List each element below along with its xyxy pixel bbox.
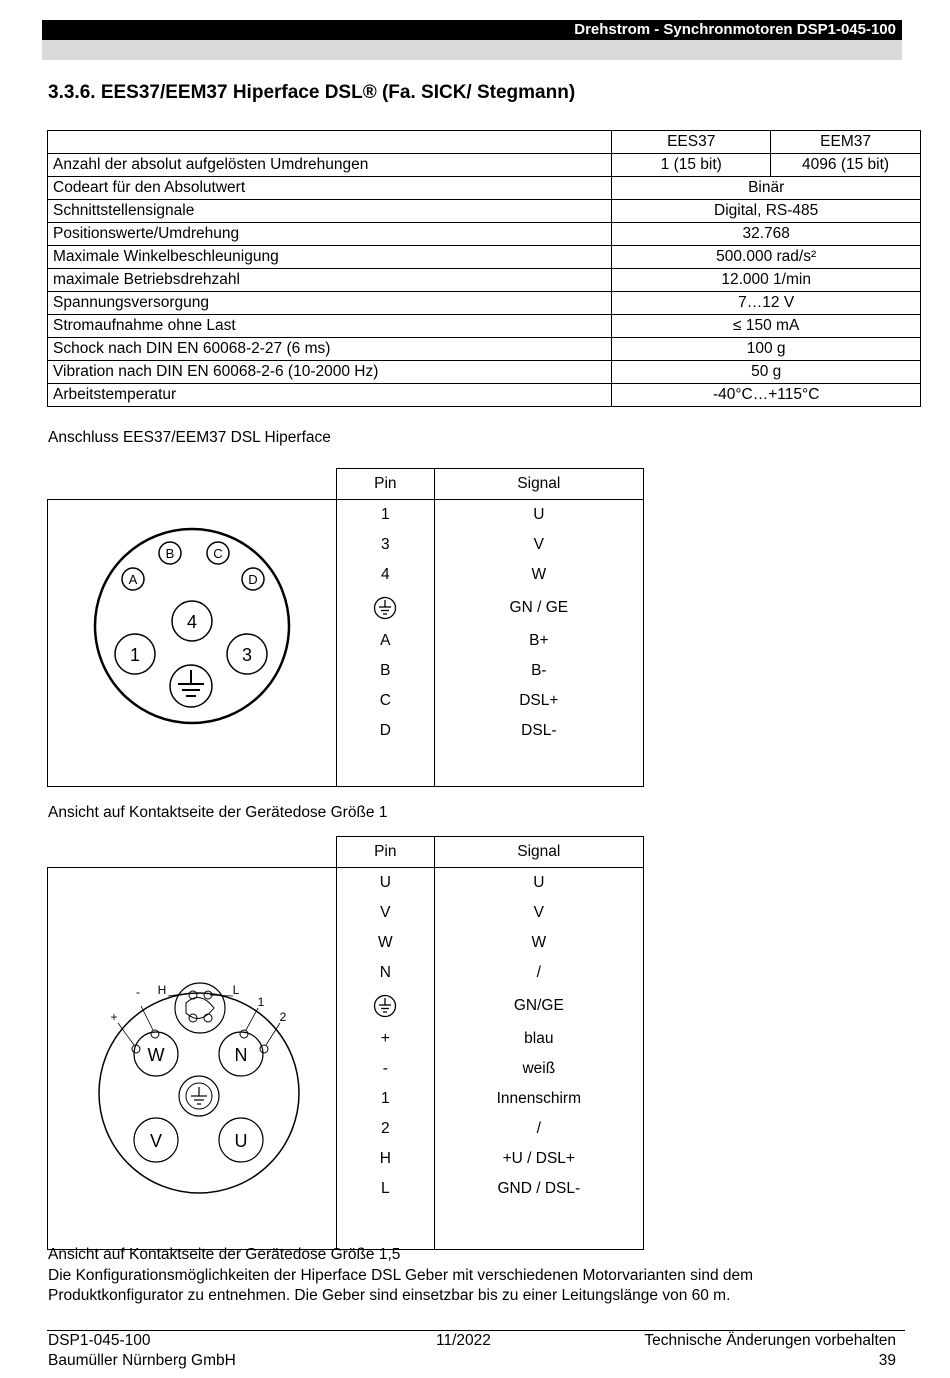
signal-header: Signal xyxy=(434,469,643,500)
pin-cell: H xyxy=(379,1150,391,1167)
pin-b-label: B xyxy=(165,546,175,561)
pin-cell: 4 xyxy=(381,566,390,583)
pin-cell-ground xyxy=(337,590,434,626)
ground-icon xyxy=(373,994,397,1018)
pin-v-label: V xyxy=(149,1131,163,1151)
pin-cell: 1 xyxy=(380,1090,390,1107)
pin-table-1 xyxy=(47,468,644,787)
pin-header: Pin xyxy=(336,837,434,868)
signal-cell: weiß xyxy=(522,1060,556,1077)
header-divider xyxy=(42,40,902,60)
pin-cell: U xyxy=(379,874,391,891)
signal-cell: DSL- xyxy=(521,722,557,739)
signal-cell: / xyxy=(536,964,541,981)
spec-row xyxy=(48,338,921,361)
contact-1 xyxy=(240,1030,248,1038)
label-h: H xyxy=(157,983,167,997)
pin-cell: D xyxy=(379,722,391,739)
ground-icon xyxy=(373,596,397,620)
pin-cell: L xyxy=(380,1180,390,1197)
pin-header: Pin xyxy=(336,469,434,500)
signal-cell: B+ xyxy=(529,632,549,649)
spec-label: Stromaufnahme ohne Last xyxy=(48,315,612,338)
spec-row xyxy=(48,384,921,407)
spec-value: Binär xyxy=(612,177,921,200)
pin-cell: 1 xyxy=(381,506,390,523)
pin-cell: 3 xyxy=(381,536,390,553)
connector-size15-diagram xyxy=(48,868,335,1244)
signal-cell: GN/GE xyxy=(513,997,564,1014)
label-one: 1 xyxy=(257,995,265,1009)
signal-cell: Innenschirm xyxy=(496,1090,582,1107)
pin-table-2 xyxy=(47,836,644,1250)
spec-row xyxy=(48,200,921,223)
footer-doc-id: DSP1-045-100 xyxy=(48,1332,151,1349)
signal-cell: GN / GE xyxy=(509,599,569,616)
pin-cell: N xyxy=(379,964,391,981)
pin-cell: A xyxy=(380,632,391,649)
pin-column xyxy=(336,500,434,787)
caption-connector1: Anschluss EES37/EEM37 DSL Hiperface xyxy=(48,429,331,446)
footer-disclaimer: Technische Änderungen vorbehalten xyxy=(644,1332,896,1349)
pin-column xyxy=(336,868,434,1250)
spec-value: ≤ 150 mA xyxy=(612,315,921,338)
caption-size1: Ansicht auf Kontaktseite der Gerätedose Größe 1 xyxy=(48,804,388,821)
pin-table-header xyxy=(48,469,644,500)
signal-cell: +U / DSL+ xyxy=(502,1150,575,1167)
ground-contact-icon xyxy=(170,665,212,707)
signal-header: Signal xyxy=(434,837,643,868)
connector-diagram-cell xyxy=(48,868,337,1250)
spec-value: Digital, RS-485 xyxy=(612,200,921,223)
pin-cell: - xyxy=(382,1060,388,1077)
section-title: 3.3.6. EES37/EEM37 Hiperface DSL® (Fa. SICK/ Stegmann) xyxy=(48,82,576,103)
spec-value: 500.000 rad/s² xyxy=(612,246,921,269)
spec-label: Anzahl der absolut aufgelösten Umdrehungen xyxy=(48,154,612,177)
spec-label: Positionswerte/Umdrehung xyxy=(48,223,612,246)
footer-page-number: 39 xyxy=(878,1352,896,1369)
pin-1-label: 1 xyxy=(129,645,141,665)
pin-a-label: A xyxy=(128,572,138,587)
pin-3-label: 3 xyxy=(241,645,253,665)
spec-table xyxy=(47,130,921,407)
label-two: 2 xyxy=(279,1010,287,1024)
spec-label: Maximale Winkelbeschleunigung xyxy=(48,246,612,269)
note-line-2: Produktkonfigurator zu entnehmen. Die Geber sind einsetzbar bis zu einer Leitungslänge von 60 m. xyxy=(48,1287,731,1304)
pin-n-label: N xyxy=(234,1045,248,1065)
spec-col-ees37: EES37 xyxy=(612,131,771,154)
header-bar xyxy=(42,20,902,40)
spec-row xyxy=(48,177,921,200)
pin-c-label: C xyxy=(213,546,223,561)
label-plus: + xyxy=(110,1010,118,1024)
spec-value: 12.000 1/min xyxy=(612,269,921,292)
header-title: Drehstrom - Synchronmotoren DSP1-045-100 xyxy=(574,21,896,38)
connector-diagram-cell xyxy=(48,500,337,787)
signal-cell: blau xyxy=(524,1030,554,1047)
signal-cell: U xyxy=(533,506,545,523)
contact-minus xyxy=(151,1030,159,1038)
pin-4-label: 4 xyxy=(186,612,198,632)
spec-value: -40°C…+115°C xyxy=(612,384,921,407)
footer-date: 11/2022 xyxy=(436,1332,491,1349)
signal-column xyxy=(434,868,643,1250)
signal-cell: V xyxy=(533,536,544,553)
signal-cell: / xyxy=(536,1120,541,1137)
signal-cell: W xyxy=(531,934,547,951)
spec-row xyxy=(48,361,921,384)
spec-value-ees37: 1 (15 bit) xyxy=(612,154,771,177)
spec-label: Codeart für den Absolutwert xyxy=(48,177,612,200)
spec-label: Arbeitstemperatur xyxy=(48,384,612,407)
footer-company: Baumüller Nürnberg GmbH xyxy=(48,1352,236,1369)
spec-row xyxy=(48,315,921,338)
pin-table-header xyxy=(48,837,644,868)
footer-divider xyxy=(47,1330,905,1331)
spec-value: 32.768 xyxy=(612,223,921,246)
pin-cell: + xyxy=(380,1030,390,1047)
spec-row xyxy=(48,292,921,315)
spec-row xyxy=(48,246,921,269)
pin-cell: 2 xyxy=(380,1120,390,1137)
signal-cell: B- xyxy=(531,662,547,679)
signal-cell: DSL+ xyxy=(519,692,559,709)
spec-header-row xyxy=(48,131,921,154)
spec-row xyxy=(48,269,921,292)
spec-label: Vibration nach DIN EN 60068-2-6 (10-2000 Hz) xyxy=(48,361,612,384)
pin-table-body xyxy=(48,500,644,787)
signal-cell: GND / DSL- xyxy=(497,1180,581,1197)
signal-cell: U xyxy=(533,874,545,891)
spec-row xyxy=(48,154,921,177)
pin-cell-ground xyxy=(337,988,434,1024)
label-l: L xyxy=(232,983,240,997)
spec-col-eem37: EEM37 xyxy=(771,131,921,154)
pin-cell: C xyxy=(379,692,391,709)
spec-label: maximale Betriebsdrehzahl xyxy=(48,269,612,292)
pin-table-body xyxy=(48,868,644,1250)
signal-cell: V xyxy=(533,904,544,921)
pin-cell: B xyxy=(380,662,391,679)
pin-d-label: D xyxy=(248,572,258,587)
signal-column xyxy=(434,500,643,787)
label-minus: - xyxy=(136,985,140,999)
spec-value: 7…12 V xyxy=(612,292,921,315)
pin-cell: W xyxy=(377,934,393,951)
pin-w-label: W xyxy=(147,1045,165,1065)
spec-label: Schock nach DIN EN 60068-2-27 (6 ms) xyxy=(48,338,612,361)
signal-insert-icon xyxy=(175,983,225,1033)
spec-label: Schnittstellensignale xyxy=(48,200,612,223)
spec-value-eem37: 4096 (15 bit) xyxy=(771,154,921,177)
pin-cell: V xyxy=(380,904,391,921)
note-line-1: Die Konfigurationsmöglichkeiten der Hiperface DSL Geber mit verschiedenen Motorvarianten sind dem xyxy=(48,1267,754,1284)
caption-size15: Ansicht auf Kontaktseite der Gerätedose Größe 1,5 xyxy=(48,1246,401,1263)
spec-value: 100 g xyxy=(612,338,921,361)
spec-value: 50 g xyxy=(612,361,921,384)
spec-label: Spannungsversorgung xyxy=(48,292,612,315)
signal-cell: W xyxy=(531,566,547,583)
connector-size1-diagram xyxy=(48,500,335,781)
pin-u-label: U xyxy=(234,1131,248,1151)
spec-corner-cell xyxy=(48,131,612,154)
ground-contact-icon xyxy=(179,1076,219,1116)
spec-row xyxy=(48,223,921,246)
